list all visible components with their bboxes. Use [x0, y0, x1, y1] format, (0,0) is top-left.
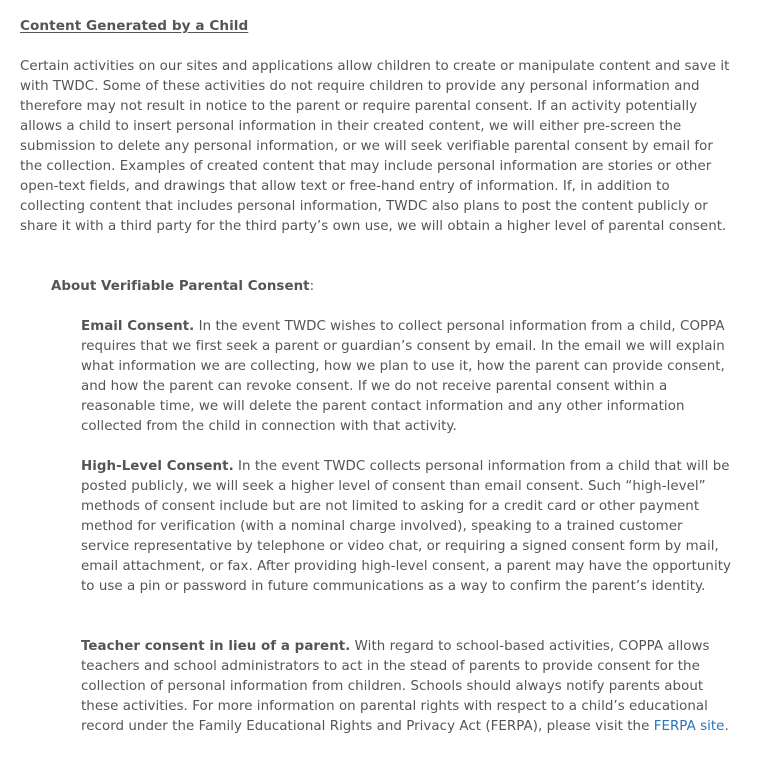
high-level-consent-title: High-Level Consent.	[81, 459, 234, 474]
verifiable-consent-heading-colon: :	[309, 279, 315, 294]
high-level-consent-paragraph	[81, 457, 731, 597]
teacher-consent-title: Teacher consent in lieu of a parent.	[81, 639, 351, 654]
ferpa-site-link[interactable]: FERPA site	[653, 719, 725, 734]
teacher-consent-text: With regard to school-based activities, COPPA allows teachers and school administrators to act in the stead of parents to provide consent for the collection of personal information from children. Schools should always notify parents about these activities. For more information on parental rights with respect to a child’s educational record under the Family Educational Rights and Privacy Act (FERPA), please visit the	[81, 639, 710, 734]
teacher-consent-end: .	[724, 719, 729, 734]
high-level-consent-text: In the event TWDC collects personal information from a child that will be posted publicly, we will seek a higher level of consent than email consent. Such “high-level” methods of consent include but are not limited to asking for a credit card or other payment method for verification (with a nominal charge involved), speaking to a trained customer service representative by telephone or video chat, or requiring a signed consent form by mail, email attachment, or fax. After providing high-level consent, a parent may have the opportunity to use a pin or password in future communications as a way to confirm the parent’s identity.	[81, 459, 731, 594]
section-title: Content Generated by a Child	[20, 18, 249, 34]
email-consent-paragraph	[81, 317, 731, 437]
verifiable-consent-heading-text: About Verifiable Parental Consent	[51, 279, 310, 294]
email-consent-text: In the event TWDC wishes to collect personal information from a child, COPPA requires that we first seek a parent or guardian’s consent by email. In the email we will explain what information we are collecting, how we plan to use it, how the parent can provide consent, and how the parent can revoke consent. If we do not receive parental consent within a reasonable time, we will delete the parent contact information and any other information collected from the child in connection with that activity.	[81, 319, 725, 434]
verifiable-consent-heading	[51, 277, 314, 297]
intro-paragraph: Certain activities on our sites and applications allow children to create or manipulate content and save it with TWDC. Some of these activities do not require children to provide any personal information and therefore may not result in notice to the parent or require parental consent. If an activity potentially allows a child to insert personal information in their created content, we will either pre-screen the submission to delete any personal information, or we will seek verifiable parental consent by email for the collection. Examples of created content that may include personal information are stories or other open-text fields, and drawings that allow text or free-hand entry of information. If, in addition to collecting content that includes personal information, TWDC also plans to post the content publicly or share it with a third party for the third party’s own use, we will obtain a higher level of parental consent.	[20, 59, 730, 234]
teacher-consent-paragraph	[81, 637, 731, 737]
email-consent-title: Email Consent.	[81, 319, 195, 334]
